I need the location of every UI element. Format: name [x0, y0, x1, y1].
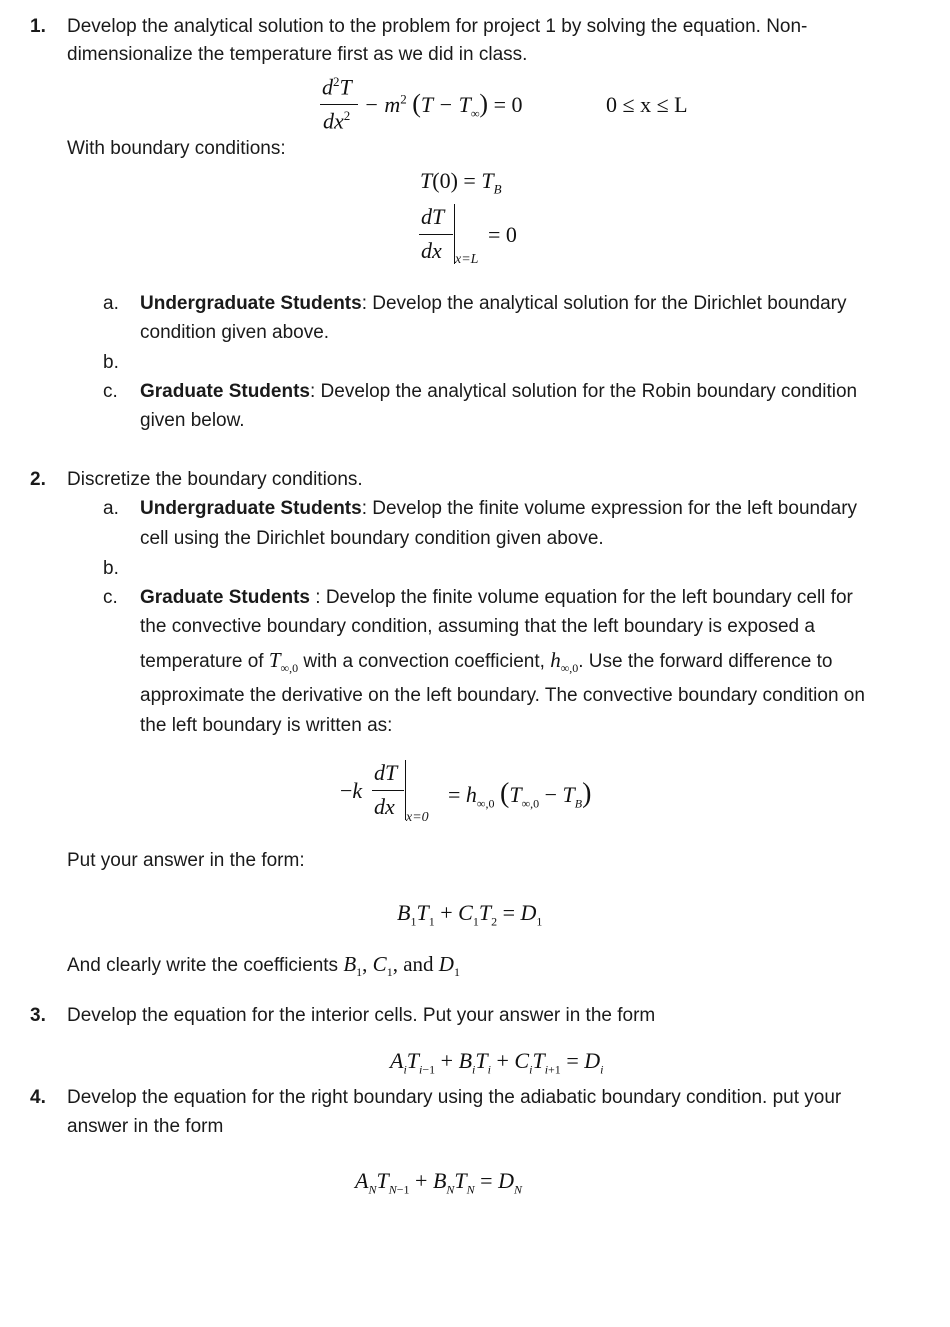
q2c-text2: the convective boundary condition, assuming that the left boundary is exposed a [140, 616, 815, 637]
q2c-text [140, 587, 853, 609]
q2a-label: a. [103, 498, 119, 519]
q2a-text [140, 498, 857, 520]
q2c-text3: temperature of $T_{\infty,0}$ with a convection coefficient, $h_{\infty,0}$. Use the forward difference to [140, 648, 833, 676]
q1-line1: Develop the analytical solution to the problem for project 1 by solving the equation. Non- [67, 16, 808, 37]
q1-number: 1. [30, 16, 46, 37]
q1-bc-label: With boundary conditions: [67, 138, 286, 159]
q1b-label: b. [103, 352, 119, 373]
q1-line2: dimensionalize the temperature first as we did in class. [67, 44, 528, 65]
q2c-text1: : Develop the finite volume equation for the left boundary cell for [309, 587, 853, 608]
q3-number: 3. [30, 1005, 46, 1026]
q2a-bold: Undergraduate Students [140, 498, 362, 519]
q4-number: 4. [30, 1087, 46, 1108]
q1-domain: 0 ≤ x ≤ L [606, 92, 688, 117]
q2c-text3a: temperature of [140, 651, 264, 672]
q2b-label: b. [103, 558, 119, 579]
q2-line1: Discretize the boundary conditions. [67, 469, 363, 490]
q1a-bold: Undergraduate Students [140, 293, 362, 314]
q1c-text [140, 381, 857, 403]
q3-line1: Develop the equation for the interior cells. Put your answer in the form [67, 1005, 656, 1026]
q2c-text4: approximate the derivative on the left boundary. The convective boundary condition on [140, 685, 865, 706]
q4-line1: Develop the equation for the right boundary using the adiabatic boundary condition. put your [67, 1087, 842, 1108]
q2c-text5: the left boundary is written as: [140, 715, 393, 736]
q1a-text [140, 293, 846, 315]
q1-bc1: $T(0) = T_B$ [420, 168, 502, 197]
q2-coef-line: And clearly write the coefficients $B_1$, $C_1$, and $D_1$ [67, 952, 460, 980]
q1a-label: a. [103, 293, 119, 314]
q4-line2: answer in the form [67, 1116, 224, 1137]
q3-equation: $A_iT_{i-1} + B_iT_i + C_iT_{i+1} = D_i$ [390, 1048, 604, 1077]
q1a-text2: condition given above. [140, 322, 330, 343]
q2-form-label: Put your answer in the form: [67, 850, 305, 871]
q2c-text3b: with a convection coefficient, [303, 651, 545, 672]
q2c-text3c: . Use the forward difference to [578, 651, 833, 672]
q2a-text1: : Develop the finite volume expression for the left boundary [361, 498, 858, 519]
q4-equation: $A_NT_{N-1} + B_NT_N = D_N$ [355, 1168, 522, 1197]
q2-form-equation: $B_1T_1 + C_1T_2 = D_1$ [397, 900, 543, 929]
q2c-bold: Graduate Students [140, 587, 310, 608]
q1c-label: c. [103, 381, 118, 402]
q1a-text1: : Develop the analytical solution for the Dirichlet boundary [361, 293, 847, 314]
q2a-text2: cell using the Dirichlet boundary condition given above. [140, 528, 604, 549]
q2-number: 2. [30, 469, 46, 490]
q1c-bold: Graduate Students [140, 381, 310, 402]
q1c-text1: : Develop the analytical solution for the Robin boundary condition [309, 381, 858, 402]
q2c-label: c. [103, 587, 118, 608]
q1c-text2: given below. [140, 410, 245, 431]
q2-coef-text: And clearly write the coefficients [67, 955, 339, 976]
